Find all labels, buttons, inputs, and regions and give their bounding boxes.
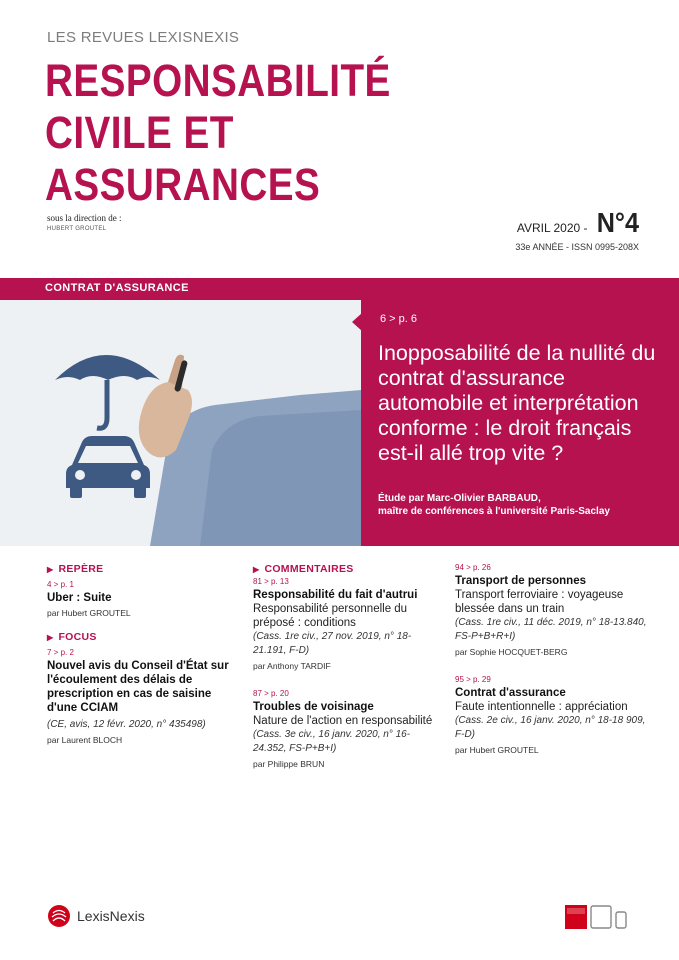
feature-author-line-2: maître de conférences à l'université Paris-Saclay bbox=[378, 506, 610, 517]
article-ref: 7 > p. 2 bbox=[47, 648, 74, 657]
article-ref: 4 > p. 1 bbox=[47, 580, 74, 589]
journal-title-line-1: RESPONSABILITÉ bbox=[45, 55, 391, 106]
article-ref: 95 > p. 29 bbox=[455, 675, 491, 684]
column-2 bbox=[253, 563, 433, 769]
triangle-icon: ▶ bbox=[253, 564, 260, 574]
feature-ref: 6 > p. 6 bbox=[380, 313, 418, 325]
lexis360-badge-icon bbox=[565, 905, 587, 929]
article-head: Uber : Suite bbox=[47, 592, 112, 604]
section-repere-label: REPÈRE bbox=[58, 563, 104, 575]
feature-author bbox=[378, 492, 673, 518]
feature-author-line-1: Étude par Marc-Olivier BARBAUD, bbox=[378, 493, 541, 504]
direction-label: sous la direction de : bbox=[47, 213, 122, 223]
issue-number: N°4 bbox=[596, 207, 639, 238]
cover-photo bbox=[0, 300, 361, 546]
tablet-icon bbox=[590, 905, 612, 929]
journal-title-line-2: CIVILE ET bbox=[45, 107, 234, 158]
section-focus bbox=[47, 631, 237, 643]
issue-date: AVRIL 2020 - bbox=[516, 221, 588, 235]
article-subtitle: Nature de l'action en responsabilité bbox=[253, 715, 433, 727]
article-ref: 87 > p. 20 bbox=[253, 689, 289, 698]
feature-panel-notch bbox=[352, 313, 362, 331]
journal-title bbox=[45, 55, 391, 211]
cover-illustration bbox=[0, 300, 361, 546]
triangle-icon: ▶ bbox=[47, 564, 54, 574]
triangle-icon: ▶ bbox=[47, 632, 54, 642]
article-ref: 94 > p. 26 bbox=[455, 563, 491, 572]
smartphone-icon bbox=[615, 911, 627, 929]
article-subtitle: Transport ferroviaire : voyageuse blessée dans un train bbox=[455, 589, 624, 615]
article-ref: 81 > p. 13 bbox=[253, 577, 289, 586]
issue-year-issn: 33e ANNÉE - ISSN 0995-208X bbox=[515, 242, 639, 252]
section-band bbox=[0, 278, 361, 300]
lexisnexis-logo bbox=[47, 904, 145, 928]
device-icons bbox=[565, 905, 627, 929]
article-head: Troubles de voisinage bbox=[253, 701, 374, 713]
article-head: Nouvel avis du Conseil d'État sur l'écoulement des délais de prescription en cas de saisine d'une CCIAM bbox=[47, 660, 229, 714]
article-head: Transport de personnes bbox=[455, 575, 587, 587]
lexisnexis-wordmark: LexisNexis bbox=[77, 908, 145, 924]
article-citation: (Cass. 1re civ., 27 nov. 2019, n° 18-21.191, F-D) bbox=[253, 631, 412, 656]
article-subtitle: Faute intentionnelle : appréciation bbox=[455, 701, 628, 713]
section-repere bbox=[47, 563, 237, 575]
article-author: par Hubert GROUTEL bbox=[47, 608, 131, 618]
article-subtitle: Responsabilité personnelle du préposé : conditions bbox=[253, 603, 408, 629]
column-3 bbox=[455, 563, 650, 755]
series-name: LES REVUES LEXISNEXIS bbox=[47, 29, 240, 46]
director-name: HUBERT GROUTEL bbox=[47, 226, 107, 232]
column-1 bbox=[47, 563, 237, 745]
section-band-label: CONTRAT D'ASSURANCE bbox=[45, 282, 189, 294]
article-author: par Laurent BLOCH bbox=[47, 735, 123, 745]
article-author: par Philippe BRUN bbox=[253, 759, 325, 769]
issue-block bbox=[517, 207, 639, 239]
section-commentaires bbox=[253, 563, 433, 575]
feature-title: Inopposabilité de la nullité du contrat d'assurance automobile et interprétation conforme : le droit français est-il allé trop vite ? bbox=[378, 341, 656, 465]
article-author: par Anthony TARDIF bbox=[253, 661, 331, 671]
journal-title-line-3: ASSURANCES bbox=[45, 159, 321, 210]
section-commentaires-label: COMMENTAIRES bbox=[264, 563, 354, 575]
article-head: Contrat d'assurance bbox=[455, 687, 566, 699]
article-citation: (Cass. 2e civ., 16 janv. 2020, n° 18-18 909, F-D) bbox=[455, 715, 646, 740]
article-citation: (Cass. 3e civ., 16 janv. 2020, n° 16-24.352, FS-P+B+I) bbox=[253, 729, 411, 754]
article-author: par Sophie HOCQUET-BERG bbox=[455, 647, 568, 657]
article-author: par Hubert GROUTEL bbox=[455, 745, 539, 755]
section-focus-label: FOCUS bbox=[58, 631, 97, 643]
lexisnexis-emblem-icon bbox=[47, 904, 71, 928]
article-citation: (CE, avis, 12 févr. 2020, n° 435498) bbox=[47, 719, 206, 730]
article-citation: (Cass. 1re civ., 11 déc. 2019, n° 18-13.840, FS-P+B+R+I) bbox=[455, 617, 647, 642]
article-head: Responsabilité du fait d'autrui bbox=[253, 589, 418, 601]
